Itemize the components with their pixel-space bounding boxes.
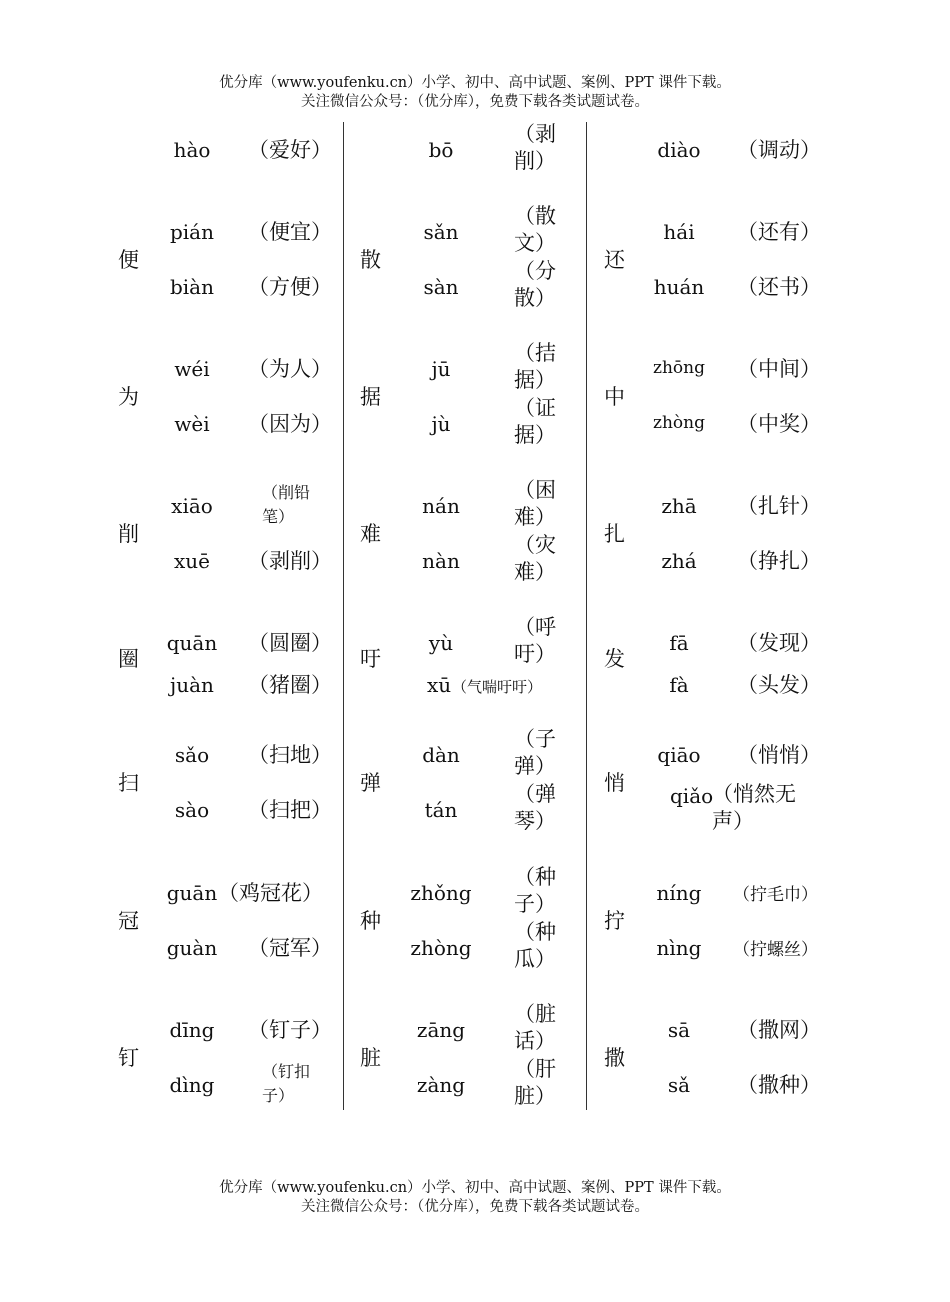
- example-word: （种子）: [514, 865, 556, 916]
- heteronym-char: 圈: [118, 647, 139, 671]
- header-line-1: 优分库（www.youfenku.cn）小学、初中、高中试题、案例、PPT 课件下载。: [219, 75, 731, 91]
- example-word: （扎针）: [737, 494, 821, 518]
- example-word: （中奖）: [737, 412, 821, 436]
- example-word: （灾难）: [514, 533, 556, 584]
- pinyin: fà: [669, 673, 689, 697]
- pinyin: nìng: [656, 936, 702, 960]
- heteronym-char: 中: [604, 385, 625, 409]
- pinyin: qiǎo: [670, 784, 714, 808]
- heteronym-char: 拧: [604, 909, 625, 933]
- pinyin: sǎ: [667, 1073, 691, 1097]
- pinyin: zhòng: [653, 413, 705, 433]
- example-word: （弹琴）: [514, 782, 556, 833]
- example-word: （悄悄）: [737, 743, 821, 767]
- pinyin: sàn: [423, 275, 459, 299]
- pinyin: fā: [669, 631, 689, 655]
- heteronym-char: 弹: [360, 771, 381, 795]
- example-word: （气喘吁吁）: [452, 678, 543, 696]
- example-word: （证据）: [514, 396, 556, 447]
- example-word: （因为）: [248, 412, 332, 436]
- column-divider-1: [343, 122, 344, 1110]
- page-header: [0, 74, 950, 112]
- example-word: （拧螺丝）: [733, 940, 818, 960]
- heteronym-char: 为: [118, 385, 139, 409]
- example-word: （方便）: [248, 275, 332, 299]
- pinyin: zhā: [661, 494, 697, 518]
- example-word: （圆圈）: [248, 631, 332, 655]
- example-word: （头发）: [737, 673, 821, 697]
- pinyin: zhòng: [410, 936, 472, 960]
- example-word: （呼吁）: [514, 615, 556, 666]
- pinyin: bō: [428, 138, 454, 162]
- heteronym-char: 扎: [604, 522, 625, 546]
- example-word: （拮据）: [514, 341, 556, 392]
- pinyin: xū: [427, 673, 452, 697]
- example-word: （肝脏）: [514, 1057, 556, 1108]
- heteronym-char: 散: [360, 248, 381, 272]
- pinyin: níng: [656, 881, 702, 905]
- example-word: （散文）: [514, 204, 556, 255]
- example-word: （钉扣子）: [262, 1062, 311, 1105]
- pinyin: juàn: [170, 673, 214, 697]
- heteronym-char: 撒: [604, 1046, 625, 1070]
- pinyin: xiāo: [171, 494, 213, 518]
- example-word: （扫地）: [248, 743, 332, 767]
- heteronym-char: 吁: [360, 647, 381, 671]
- pinyin: jū: [431, 357, 451, 381]
- pinyin: huán: [653, 275, 705, 299]
- footer-line-2: 关注微信公众号：（优分库），免费下载各类试题试卷。: [301, 1199, 649, 1215]
- example-word: （剥削）: [514, 122, 556, 173]
- heteronym-char: 脏: [360, 1046, 381, 1070]
- example-word: （剥削）: [248, 549, 332, 573]
- pinyin: hào: [173, 138, 211, 162]
- heteronym-char: 钉: [118, 1046, 139, 1070]
- example-word: （还有）: [737, 220, 821, 244]
- pinyin: zāng: [416, 1018, 466, 1042]
- example-word: （中间）: [737, 357, 821, 381]
- pinyin: biàn: [169, 275, 214, 299]
- pinyin: quān: [166, 631, 218, 655]
- pinyin: dīng: [169, 1018, 215, 1042]
- pinyin: nàn: [422, 549, 460, 573]
- example-word: （分散）: [514, 259, 556, 310]
- example-word: （爱好）: [248, 138, 332, 162]
- heteronym-char: 发: [604, 647, 625, 671]
- pinyin: sā: [667, 1018, 691, 1042]
- example-word: （挣扎）: [737, 549, 821, 573]
- example-word: （调动）: [737, 138, 821, 162]
- pinyin: sào: [174, 798, 210, 822]
- heteronym-char: 扫: [118, 771, 139, 795]
- heteronym-char: 削: [118, 522, 139, 546]
- heteronym-char: 难: [360, 522, 381, 546]
- pinyin: sǎn: [423, 220, 459, 244]
- example-word: （发现）: [737, 631, 821, 655]
- pinyin: qiāo: [657, 743, 701, 767]
- heteronym-char: 冠: [118, 909, 139, 933]
- pinyin: zhōng: [653, 358, 705, 378]
- example-word: （便宜）: [248, 220, 332, 244]
- example-word: （脏话）: [514, 1002, 556, 1053]
- pinyin: guān: [166, 881, 218, 905]
- example-word: （悄然无声）: [712, 782, 796, 833]
- example-word: （撒种）: [737, 1073, 821, 1097]
- pinyin: tán: [424, 798, 458, 822]
- pinyin: nán: [422, 494, 460, 518]
- pinyin: wèi: [174, 412, 210, 436]
- pinyin: hái: [663, 220, 695, 244]
- pinyin: yù: [428, 631, 454, 655]
- heteronym-char: 便: [118, 248, 139, 272]
- example-word: （子弹）: [514, 727, 556, 778]
- header-line-2: 关注微信公众号：（优分库），免费下载各类试题试卷。: [301, 94, 649, 110]
- pinyin: dàn: [422, 743, 460, 767]
- pinyin: sǎo: [174, 743, 210, 767]
- heteronym-char: 种: [360, 909, 381, 933]
- example-word: （撒网）: [737, 1018, 821, 1042]
- pinyin: zhǒng: [410, 881, 472, 905]
- example-word: （钉子）: [248, 1018, 332, 1042]
- heteronym-char: 还: [604, 248, 625, 272]
- example-word: （削铅笔）: [262, 483, 311, 526]
- pinyin: jù: [431, 412, 451, 436]
- example-word: （冠军）: [248, 936, 332, 960]
- pinyin: dìng: [169, 1073, 215, 1097]
- pinyin: zàng: [416, 1073, 466, 1097]
- heteronym-char: 据: [360, 385, 381, 409]
- page-footer: [0, 1179, 950, 1217]
- example-word: （拧毛巾）: [733, 885, 818, 905]
- example-word: （鸡冠花）: [218, 881, 323, 905]
- column-divider-2: [586, 122, 587, 1110]
- example-word: （扫把）: [248, 798, 332, 822]
- example-word: （种瓜）: [514, 920, 556, 971]
- pinyin: xuē: [174, 549, 210, 573]
- footer-line-1: 优分库（www.youfenku.cn）小学、初中、高中试题、案例、PPT 课件下载。: [219, 1180, 731, 1196]
- pinyin: guàn: [166, 936, 218, 960]
- example-word: （为人）: [248, 357, 332, 381]
- pinyin: diào: [657, 138, 701, 162]
- example-word: （还书）: [737, 275, 821, 299]
- example-word: （猪圈）: [248, 673, 332, 697]
- pinyin: wéi: [174, 357, 210, 381]
- example-word: （困难）: [514, 478, 556, 529]
- pinyin: pián: [169, 220, 214, 244]
- pinyin: zhá: [661, 549, 697, 573]
- heteronym-char: 悄: [604, 771, 625, 795]
